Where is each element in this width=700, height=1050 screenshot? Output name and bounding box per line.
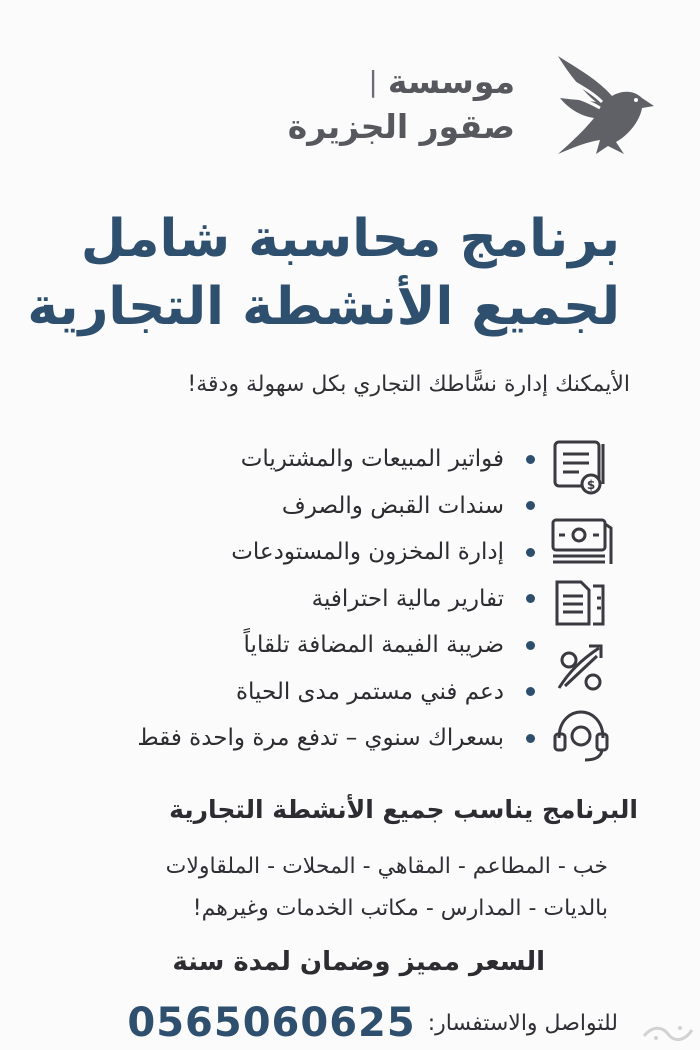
percent-arrow-icon: [545, 638, 615, 696]
sectors-text: [8, 846, 608, 930]
feature-list: [55, 436, 535, 762]
bullet-icon: [526, 687, 535, 696]
bullet-icon: [526, 548, 535, 557]
cash-bills-icon: [545, 514, 615, 572]
bullet-icon: [526, 594, 535, 603]
feature-icons: [545, 430, 620, 770]
headset-support-icon: [545, 706, 615, 764]
headline-line-1: برنامج محاسبة شامل: [80, 209, 620, 269]
headline-line-2: لجميع الأنشطة التجارية: [27, 277, 620, 337]
feature-item: [55, 715, 535, 762]
brand-name: [288, 62, 515, 146]
feature-item: [55, 483, 535, 530]
invoice-dollar-icon: [545, 438, 615, 496]
headline: [27, 205, 620, 341]
watermark-logo-icon: [640, 1022, 695, 1044]
feature-item: [55, 622, 535, 669]
feature-label: سندات القبض والصرف: [281, 492, 504, 519]
feature-label: إدارة المخزون والمستودعات: [231, 539, 504, 566]
feature-item: [55, 529, 535, 576]
contact-label: للتواصل والاستفسار:: [427, 1010, 618, 1036]
contact-row: [58, 1000, 618, 1046]
feature-item: [55, 669, 535, 716]
brand-line-1: موسسة: [387, 62, 515, 101]
report-documents-icon: [545, 572, 615, 630]
brand-separator: |: [368, 65, 378, 98]
phone-number-link[interactable]: 0565060625: [127, 1000, 416, 1046]
svg-text:$: $: [586, 478, 596, 492]
feature-label: تفارير مالية احترافية: [311, 585, 504, 612]
feature-label: ضريبة الفيمة المضافة تلقاياً: [243, 632, 504, 659]
bullet-icon: [526, 641, 535, 650]
brand-line-2: صقور الجزيرة: [287, 107, 515, 146]
feature-item: [55, 576, 535, 623]
falcon-logo-icon: [550, 50, 660, 160]
bullet-icon: [526, 734, 535, 743]
bullet-icon: [526, 455, 535, 464]
bullet-icon: [526, 501, 535, 510]
feature-label: بسعراك سنوي – تدفع مرة واحدة فقط: [137, 725, 504, 752]
sectors-line-2: بالديات - المدارس - مكاتب الخدمات وغيرهم!: [192, 896, 608, 921]
feature-label: دعم فني مستمر مدى الحياة: [235, 678, 504, 705]
feature-item: [55, 436, 535, 483]
feature-label: فواتير المبيعات والمشتريات: [240, 446, 504, 473]
sectors-line-1: خب - المطاعم - المقاهي - المحلات - الملقاولات: [165, 854, 608, 879]
subtitle: الأيمكنك إدارة نسًّاطك التجاري بكل سهولة ودقة!: [187, 372, 630, 397]
price-note: السعر مميز وضمان لمدة سنة: [172, 947, 545, 977]
suits-title: البرنامج يناسب جميع الأنشطة التجارية: [169, 795, 638, 824]
